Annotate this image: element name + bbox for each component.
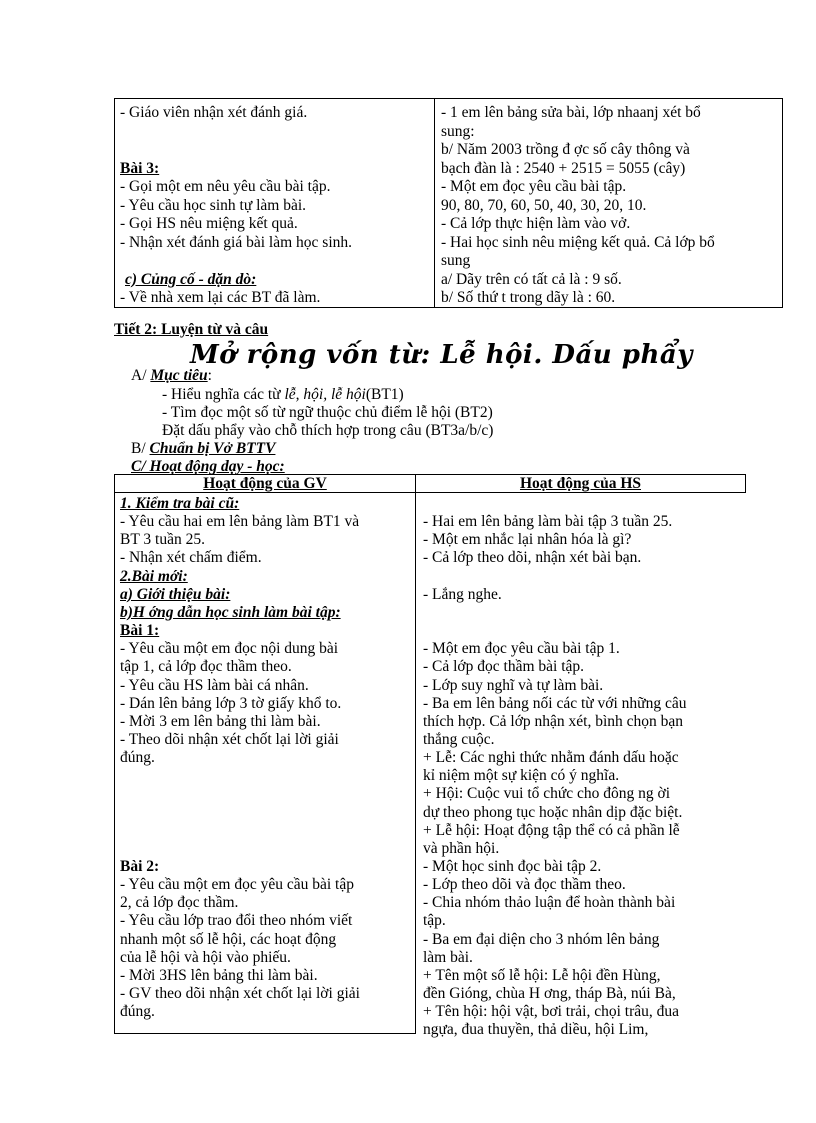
- gv-line: - Yêu cầu một em đọc nội dung bài: [120, 640, 339, 658]
- text-line: sung: [441, 252, 471, 269]
- gv-line: - Yêu cầu hai em lên bảng làm BT1 và: [120, 513, 360, 531]
- text-line: - Cả lớp thực hiện làm vào vở.: [441, 215, 631, 232]
- text-line: bạch đàn là : 2540 + 2515 = 5055 (cây): [441, 159, 686, 177]
- gv-line: tập 1, cả lớp đọc thầm theo.: [120, 658, 292, 676]
- text-line: b/ Năm 2003 trồng đ ợc số cây thông và: [441, 141, 690, 158]
- text-line: - Một em đọc yêu cầu bài tập 1.: [423, 640, 620, 658]
- text-line: Bài 3:: [120, 159, 160, 177]
- gv-line: - Mời 3 em lên bảng thi làm bài.: [120, 712, 321, 730]
- header-hs: Hoạt động của HS: [519, 475, 641, 492]
- gv-line: a) Giới thiệu bài:: [120, 585, 231, 603]
- gv-line: BT 3 tuần 25.: [120, 531, 205, 549]
- text-line: - Cả lớp theo dõi, nhận xét bài bạn.: [423, 549, 642, 567]
- header-gv: Hoạt động của GV: [203, 475, 327, 492]
- lesson-period-label: Tiết 2: [114, 321, 153, 338]
- objective-1-text: - Hiểu nghĩa các từ: [162, 386, 285, 403]
- gv-line: 2, cả lớp đọc thầm.: [120, 894, 239, 912]
- gv-line: của lễ hội và hội vào phiếu.: [120, 948, 291, 966]
- text-line: và phần hội.: [423, 839, 500, 857]
- section-b-heading: Chuẩn bị Vở BTTV: [149, 440, 276, 457]
- text-line: b/ Số thứ t trong dãy là : 60.: [441, 289, 616, 306]
- gv-line: đúng.: [120, 749, 155, 767]
- text-line: - Ba em lên bảng nối các từ với những câu: [423, 694, 687, 712]
- text-line: - Gọi một em nêu yêu cầu bài tập.: [120, 178, 331, 195]
- text-line: 90, 80, 70, 60, 50, 40, 30, 20, 10.: [441, 196, 647, 214]
- text-line: làm bài.: [423, 948, 473, 966]
- objective-1-ref: (BT1): [365, 386, 404, 403]
- gv-line: đúng.: [120, 1003, 155, 1021]
- text-line: - Ba em đại diện cho 3 nhóm lên bảng: [423, 930, 660, 948]
- gv-line: 2.Bài mới:: [120, 567, 188, 585]
- section-b-label: B/: [131, 440, 150, 457]
- text-line: kỉ niệm một sự kiện có ý nghĩa.: [423, 767, 620, 785]
- gv-line: b)H ớng dẫn học sinh làm bài tập:: [120, 603, 341, 621]
- text-line: + Hội: Cuộc vui tổ chức cho đông ng ời: [423, 785, 671, 803]
- text-line: - Gọi HS nêu miệng kết quả.: [120, 215, 298, 232]
- text-line: tập.: [423, 912, 446, 930]
- text-line: thích hợp. Cả lớp nhận xét, bình chọn bạn: [423, 712, 684, 730]
- text-line: đền Gióng, chùa H ơng, tháp Bà, núi Bà,: [423, 985, 676, 1003]
- gv-line: - Theo dõi nhận xét chốt lại lời giải: [120, 730, 339, 748]
- text-line: - Giáo viên nhận xét đánh giá.: [120, 104, 308, 121]
- text-line: dự theo phong tục hoặc nhân dịp đặc biệt.: [423, 803, 683, 821]
- text-line: thắng cuộc.: [423, 730, 495, 748]
- gv-line: nhanh một số lễ hội, các hoạt động: [120, 930, 337, 948]
- gv-line: Bài 1:: [120, 622, 160, 640]
- text-line: - Lớp suy nghĩ và tự làm bài.: [423, 676, 604, 694]
- text-line: - 1 em lên bảng sửa bài, lớp nhaanj xét bổ: [441, 104, 701, 121]
- section-a: [131, 367, 212, 385]
- gv-line: - Yêu cầu lớp trao đổi theo nhóm viết: [120, 912, 353, 930]
- text-line: - Một học sinh đọc bài tập 2.: [423, 858, 602, 875]
- gv-line: - Yêu cầu HS làm bài cá nhân.: [120, 676, 309, 694]
- main-table-right-cell: [415, 492, 416, 1034]
- section-c: C/ Hoạt động dạy - học:: [131, 458, 285, 475]
- lesson-period: [114, 321, 268, 339]
- objective-3: Đặt dấu phẩy vào chỗ thích hợp trong câu (BT3a/b/c): [162, 422, 494, 439]
- text-line: - Hai em lên bảng làm bài tập 3 tuần 25.: [423, 513, 673, 531]
- text-line: - Lớp theo dõi và đọc thầm theo.: [423, 876, 626, 894]
- gv-line: - Yêu cầu một em đọc yêu cầu bài tập: [120, 876, 354, 894]
- gv-line: - Dán lên bảng lớp 3 tờ giấy khổ to.: [120, 694, 342, 712]
- section-a-label: A/: [131, 367, 151, 384]
- text-line: - Về nhà xem lại các BT đã làm.: [120, 289, 321, 306]
- gv-line: 1. Kiểm tra bài cũ:: [120, 495, 240, 512]
- lesson-title: Mở rộng vốn từ: Lễ hội. Dấu phẩy: [190, 340, 693, 370]
- text-line: - Hai học sinh nêu miệng kết quả. Cả lớp bổ: [441, 233, 715, 251]
- text-line: - Một em đọc yêu cầu bài tập.: [441, 178, 627, 195]
- text-line: - Cả lớp đọc thầm bài tập.: [423, 658, 585, 676]
- text-line: - Chia nhóm thảo luận để hoàn thành bài: [423, 894, 676, 912]
- lesson-period-subject: : Luyện từ và câu: [152, 321, 269, 338]
- text-line: + Tên một số lễ hội: Lễ hội đền Hùng,: [423, 966, 661, 984]
- objective-1: [162, 386, 404, 404]
- text-line: + Tên hội: hội vật, bơi trải, chọi trâu, đua: [423, 1003, 679, 1021]
- objective-2: - Tìm đọc một số từ ngữ thuộc chủ điểm lễ hội (BT2): [162, 404, 493, 421]
- section-b: [131, 440, 275, 458]
- text-line: c) Củng cố - dặn dò:: [125, 270, 257, 288]
- section-a-heading: Mục tiêu: [150, 367, 208, 384]
- gv-line: - Nhận xét chấm điểm.: [120, 549, 262, 567]
- text-line: + Lễ hội: Hoạt động tập thể có cả phần lễ: [423, 821, 680, 839]
- gv-line: Bài 2:: [120, 858, 160, 875]
- text-line: - Một em nhắc lại nhân hóa là gì?: [423, 531, 632, 549]
- gv-line: - GV theo dõi nhận xét chốt lại lời giải: [120, 985, 360, 1003]
- text-line: + Lễ: Các nghi thức nhằm đánh dấu hoặc: [423, 749, 679, 767]
- gv-line: - Mời 3HS lên bảng thi làm bài.: [120, 966, 318, 984]
- objective-1-words: lễ, hội, lễ hội: [284, 386, 366, 403]
- text-line: ngựa, đua thuyền, thả diều, hội Lim,: [423, 1021, 649, 1039]
- text-line: a/ Dãy trên có tất cả là : 9 số.: [441, 270, 622, 288]
- text-line: - Nhận xét đánh giá bài làm học sinh.: [120, 233, 353, 251]
- text-line: - Yêu cầu học sinh tự làm bài.: [120, 196, 307, 214]
- section-a-colon: :: [207, 367, 212, 384]
- text-line: - Lắng nghe.: [423, 585, 502, 603]
- text-line: sung:: [441, 122, 475, 140]
